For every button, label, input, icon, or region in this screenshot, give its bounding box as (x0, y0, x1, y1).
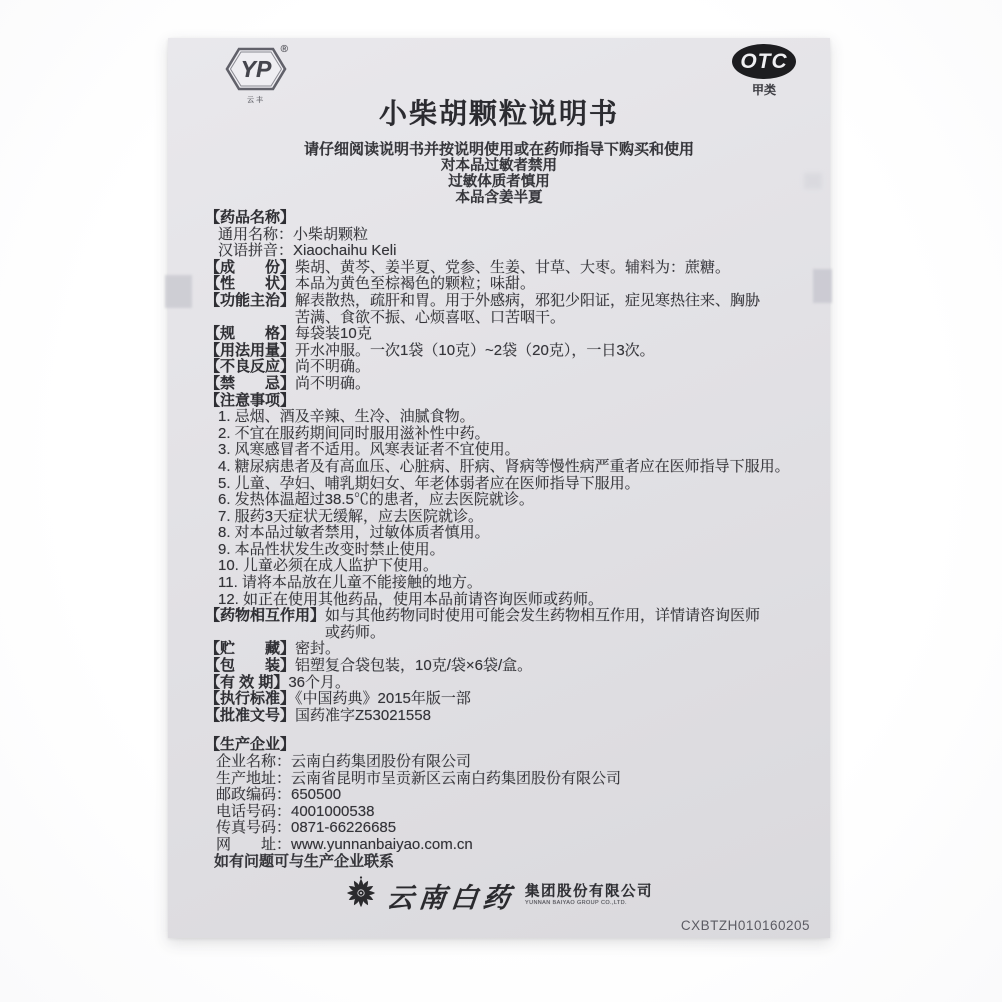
section-ingredients: 【成 份】柴胡、黄芩、姜半夏、党参、生姜、甘草、大枣。辅料为：蔗糖。 (205, 258, 731, 276)
notice-allergy-forbidden: 对本品过敏者禁用 (441, 158, 557, 174)
precaution-item: 10. 儿童必须在成人监护下使用。 (218, 557, 439, 575)
section-storage: 【贮 藏】密封。 (205, 640, 341, 658)
section-precautions: 【注意事项】 (205, 391, 296, 409)
svg-text:YP: YP (240, 56, 272, 82)
page-title: 小柴胡颗粒说明书 (378, 98, 619, 129)
company-suffix: 集团股份有限公司 (525, 883, 653, 900)
paper-edge-shadow-right (813, 269, 832, 303)
otc-badge (732, 44, 796, 98)
manufacturer-line: 电话号码：4001000538 (216, 802, 375, 820)
precaution-item: 5. 儿童、孕妇、哺乳期妇女、年老体弱者应在医师指导下服用。 (218, 474, 640, 492)
registered-trademark-symbol: ® (280, 44, 288, 55)
company-name-english: YUNNAN BAIYAO GROUP CO.,LTD. (525, 900, 627, 906)
precaution-item: 1. 忌烟、酒及辛辣、生冷、油腻食物。 (218, 408, 475, 426)
company-name-calligraphy: 云南白药 (385, 883, 517, 913)
section-drug-name: 【药品名称】 (205, 209, 296, 226)
section-spec: 【规 格】每袋装10克 (205, 325, 372, 343)
leaflet-body (205, 210, 802, 870)
manufacturer-website-line: 网 址：www.yunnanbaiyao.com.cn (216, 835, 473, 853)
brand-logo (218, 46, 294, 105)
section-functions: 【功能主治】解表散热，疏肝和胃。用于外感病，邪犯少阳证，症见寒热往来、胸胁 (205, 291, 761, 309)
leaflet-paper (168, 38, 830, 938)
section-usage: 【用法用量】开水冲服。一次1袋（10克）~2袋（20克），一日3次。 (205, 341, 655, 359)
notice-contains: 本品含姜半夏 (455, 190, 543, 206)
precaution-item: 7. 服药3天症状无缓解，应去医院就诊。 (218, 507, 484, 525)
yp-hexagon-icon (224, 56, 288, 96)
notice-read-carefully: 请仔细阅读说明书并按说明使用或在药师指导下购买和使用 (303, 141, 694, 158)
manufacturer-line: 生产地址：云南省昆明市呈贡新区云南白药集团股份有限公司 (216, 769, 622, 787)
company-logo-footer (168, 876, 830, 915)
batch-code: CXBTZH010160205 (680, 918, 810, 933)
pinyin-line: 汉语拼音：Xiaochaihu Keli (218, 242, 397, 260)
section-approval: 【批准文号】国药准字Z53021558 (205, 706, 431, 724)
precaution-item: 9. 本品性状发生改变时禁止使用。 (218, 540, 445, 558)
section-interactions-cont: 或药师。 (325, 623, 386, 641)
section-packaging: 【包 装】铝塑复合袋包装，10克/袋×6袋/盒。 (205, 657, 533, 675)
company-name-group (525, 885, 653, 907)
generic-name-line: 通用名称：小柴胡颗粒 (218, 225, 369, 243)
manufacturer-contact-note: 如有问题可与生产企业联系 (214, 852, 395, 870)
brand-sub-label: 云丰 (247, 97, 265, 104)
otc-oval-icon: OTC (732, 44, 796, 79)
section-validity: 【有 效 期】36个月。 (205, 673, 351, 691)
precaution-item: 3. 风寒感冒者不适用。风寒表证者不宜使用。 (218, 441, 520, 459)
section-contraindication: 【禁 忌】尚不明确。 (205, 374, 371, 392)
manufacturer-line: 传真号码：0871-66226685 (216, 819, 397, 837)
manufacturer-line: 邮政编码：650500 (216, 786, 342, 804)
precaution-item: 2. 不宜在服药期间同时服用滋补性中药。 (218, 424, 490, 442)
precaution-item: 8. 对本品过敏者禁用，过敏体质者慎用。 (218, 524, 490, 542)
section-interactions: 【药物相互作用】如与其他药物同时使用可能会发生药物相互作用，详情请咨询医师 (205, 607, 761, 625)
precaution-item: 6. 发热体温超过38.5℃的患者，应去医院就诊。 (218, 491, 534, 509)
section-adverse: 【不良反应】尚不明确。 (205, 358, 371, 376)
paper-edge-shadow-left (165, 275, 192, 308)
precaution-item: 11. 请将本品放在儿童不能接触的地方。 (218, 574, 482, 592)
precaution-item: 4. 糖尿病患者及有高血压、心脏病、肝病、肾病等慢性病严重者应在医师指导下服用。 (218, 457, 790, 475)
flower-logo-icon (345, 876, 377, 915)
section-manufacturer: 【生产企业】 (205, 736, 296, 754)
section-standard: 【执行标准】《中国药典》2015年版一部 (205, 690, 471, 708)
section-functions-cont: 苦满、食欲不振、心烦喜呕、口苦咽干。 (295, 308, 566, 326)
notice-allergic-caution: 过敏体质者慎用 (448, 174, 550, 190)
section-properties: 【性 状】本品为黄色至棕褐色的颗粒；味甜。 (205, 275, 536, 293)
precaution-item: 12. 如正在使用其他药品，使用本品前请咨询医师或药师。 (218, 590, 604, 608)
otc-class-label: 甲类 (751, 83, 776, 97)
manufacturer-line: 企业名称：云南白药集团股份有限公司 (216, 753, 472, 770)
